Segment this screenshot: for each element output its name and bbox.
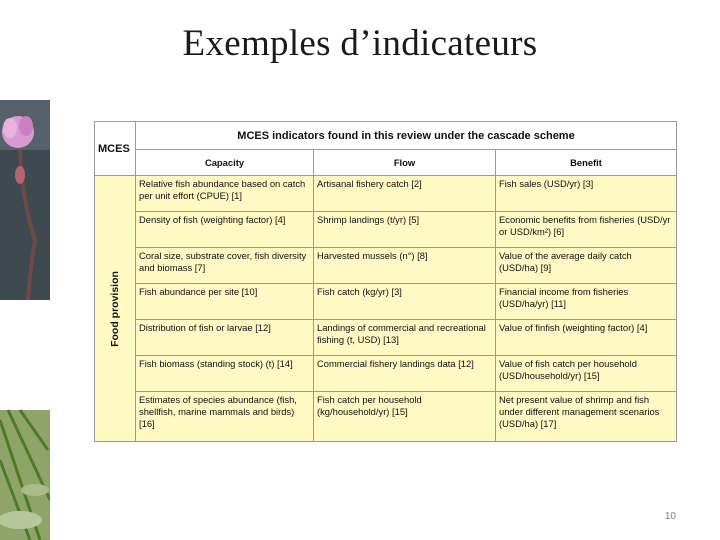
- benefit-cell: Value of finfish (weighting factor) [4]: [496, 320, 677, 356]
- capacity-cell: Distribution of fish or larvae [12]: [136, 320, 314, 356]
- capacity-cell: Estimates of species abundance (fish, shellfish, marine mammals and birds) [16]: [136, 392, 314, 442]
- flow-cell: Fish catch per household (kg/household/yr) [15]: [314, 392, 496, 442]
- mces-corner-label: MCES: [95, 122, 136, 176]
- table-row: [95, 248, 677, 284]
- capacity-cell: Relative fish abundance based on catch per unit effort (CPUE) [1]: [136, 176, 314, 212]
- row-group-label: Food provision: [109, 270, 121, 347]
- benefit-cell: Economic benefits from fisheries (USD/yr or USD/km²) [6]: [496, 212, 677, 248]
- column-header-benefit: Benefit: [496, 150, 677, 176]
- flow-cell: Artisanal fishery catch [2]: [314, 176, 496, 212]
- mces-indicators-table: [94, 121, 677, 442]
- flow-cell: Harvested mussels (n°) [8]: [314, 248, 496, 284]
- table-row: [95, 320, 677, 356]
- flow-cell: Shrimp landings (t/yr) [5]: [314, 212, 496, 248]
- flow-cell: Landings of commercial and recreational fishing (t, USD) [13]: [314, 320, 496, 356]
- capacity-cell: Fish biomass (standing stock) (t) [14]: [136, 356, 314, 392]
- capacity-cell: Density of fish (weighting factor) [4]: [136, 212, 314, 248]
- indicators-table-figure: [94, 121, 676, 441]
- capacity-cell: Coral size, substrate cover, fish diversity and biomass [7]: [136, 248, 314, 284]
- table-row: [95, 212, 677, 248]
- table-row: [95, 176, 677, 212]
- slide-title: Exemples d’indicateurs: [182, 23, 538, 64]
- page-number: 10: [664, 511, 676, 522]
- table-row: [95, 284, 677, 320]
- flow-cell: Commercial fishery landings data [12]: [314, 356, 496, 392]
- table-row: [95, 356, 677, 392]
- table-row: [95, 392, 677, 442]
- benefit-cell: Financial income from fisheries (USD/ha/yr) [11]: [496, 284, 677, 320]
- table-banner: MCES indicators found in this review under the cascade scheme: [136, 122, 677, 150]
- flow-cell: Fish catch (kg/yr) [3]: [314, 284, 496, 320]
- decorative-plant-photo-strip: [0, 0, 50, 540]
- benefit-cell: Net present value of shrimp and fish under different management scenarios (USD/ha) [17]: [496, 392, 677, 442]
- column-header-capacity: Capacity: [136, 150, 314, 176]
- capacity-cell: Fish abundance per site [10]: [136, 284, 314, 320]
- benefit-cell: Value of the average daily catch (USD/ha) [9]: [496, 248, 677, 284]
- benefit-cell: Fish sales (USD/yr) [3]: [496, 176, 677, 212]
- row-group-cell: [95, 176, 136, 442]
- benefit-cell: Value of fish catch per household (USD/household/yr) [15]: [496, 356, 677, 392]
- column-header-flow: Flow: [314, 150, 496, 176]
